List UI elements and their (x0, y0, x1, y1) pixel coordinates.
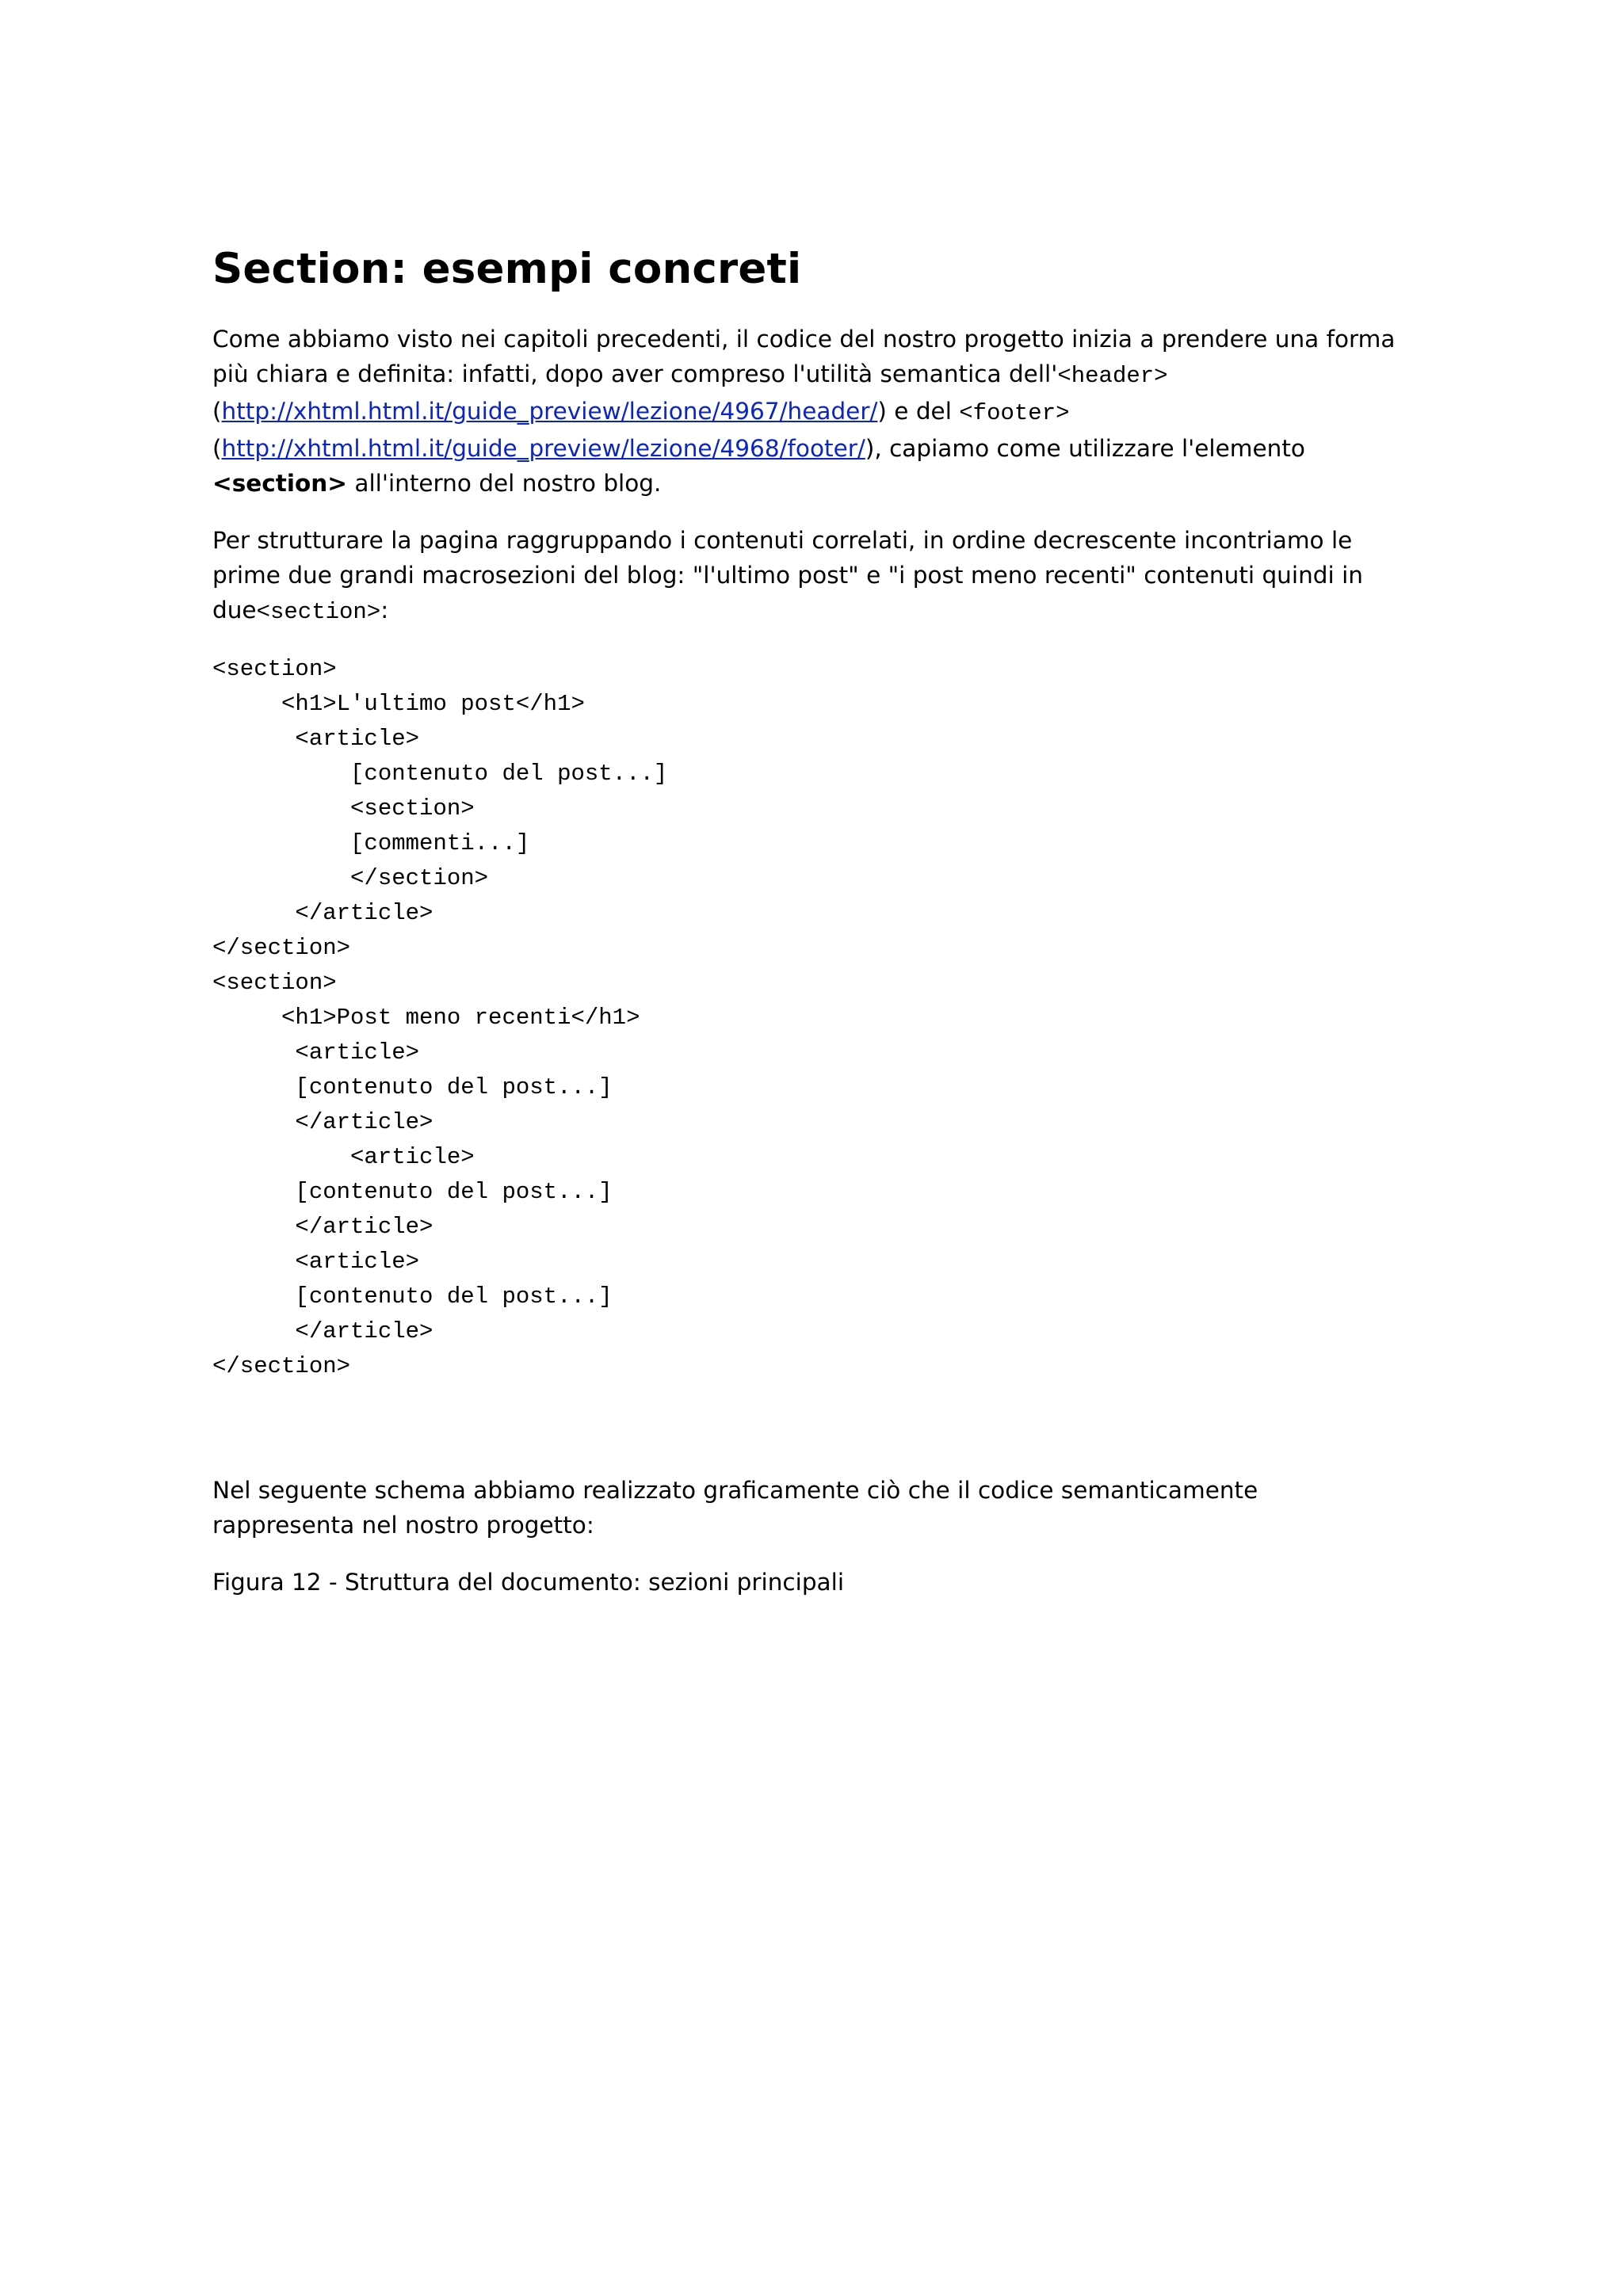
page-title: Section: esempi concreti (212, 245, 802, 293)
code-line: <section> (212, 656, 337, 682)
code-line: <h1>L'ultimo post</h1> (212, 691, 585, 717)
header-lesson-link[interactable]: http://xhtml.html.it/guide_preview/lezione/4967/header/ (221, 398, 878, 425)
code-line: [contenuto del post...] (212, 761, 668, 787)
schema-paragraph: Nel seguente schema abbiamo realizzato graficamente ciò che il codice semanticamente rappresenta nel nostro progetto: (212, 1477, 1258, 1539)
intro-text-4: all'interno del nostro blog. (346, 470, 662, 497)
code-line: </section> (212, 935, 351, 961)
code-line: </section> (212, 1353, 351, 1379)
figure-caption: Figura 12 - Struttura del documento: sezioni principali (212, 1569, 845, 1596)
code-line: [contenuto del post...] (212, 1074, 613, 1100)
intro-paragraph (212, 322, 1401, 501)
code-line: [contenuto del post...] (212, 1179, 613, 1205)
footer-lesson-link[interactable]: http://xhtml.html.it/guide_preview/lezione/4968/footer/ (221, 435, 865, 462)
code-line: <article> (212, 726, 420, 752)
bold-section-tag: <section> (212, 470, 347, 497)
structure-text-1: Per strutturare la pagina raggruppando i contenuti correlati, in ordine decrescente incontriamo le prime due grandi macrosezioni del blog: "l'ultimo post" e "i post meno recenti" contenuti quindi in due (212, 527, 1363, 624)
document-page (212, 238, 1401, 1600)
inline-code-section: <section> (256, 599, 381, 625)
paren-open-2: ( (212, 435, 222, 462)
code-line: </article> (212, 900, 433, 926)
inline-code-header: <header> (1057, 363, 1168, 389)
structure-paragraph (212, 523, 1401, 630)
code-line: [contenuto del post...] (212, 1283, 613, 1310)
code-line: </section> (212, 865, 489, 891)
code-line: <article> (212, 1039, 420, 1066)
code-example (212, 652, 1401, 1384)
paren-open-1: ( (212, 398, 222, 425)
spacer (212, 1384, 1401, 1473)
code-line: [commenti...] (212, 830, 530, 856)
intro-text-1: Come abbiamo visto nei capitoli precedenti, il codice del nostro progetto inizia a prendere una forma più chiara e definita: infatti, dopo aver compreso l'utilità semantica dell' (212, 326, 1396, 387)
code-line: <article> (212, 1144, 475, 1170)
intro-text-3: ), capiamo come utilizzare l'elemento (865, 435, 1305, 462)
structure-text-2: : (380, 597, 389, 624)
code-line: </article> (212, 1214, 433, 1240)
intro-text-2: ) e del (877, 398, 960, 425)
code-line: </article> (212, 1318, 433, 1344)
code-line: <section> (212, 970, 337, 996)
code-line: </article> (212, 1109, 433, 1135)
code-line: <section> (212, 795, 475, 822)
inline-code-footer: <footer> (959, 400, 1070, 426)
code-line: <h1>Post meno recenti</h1> (212, 1005, 640, 1031)
code-line: <article> (212, 1249, 420, 1275)
